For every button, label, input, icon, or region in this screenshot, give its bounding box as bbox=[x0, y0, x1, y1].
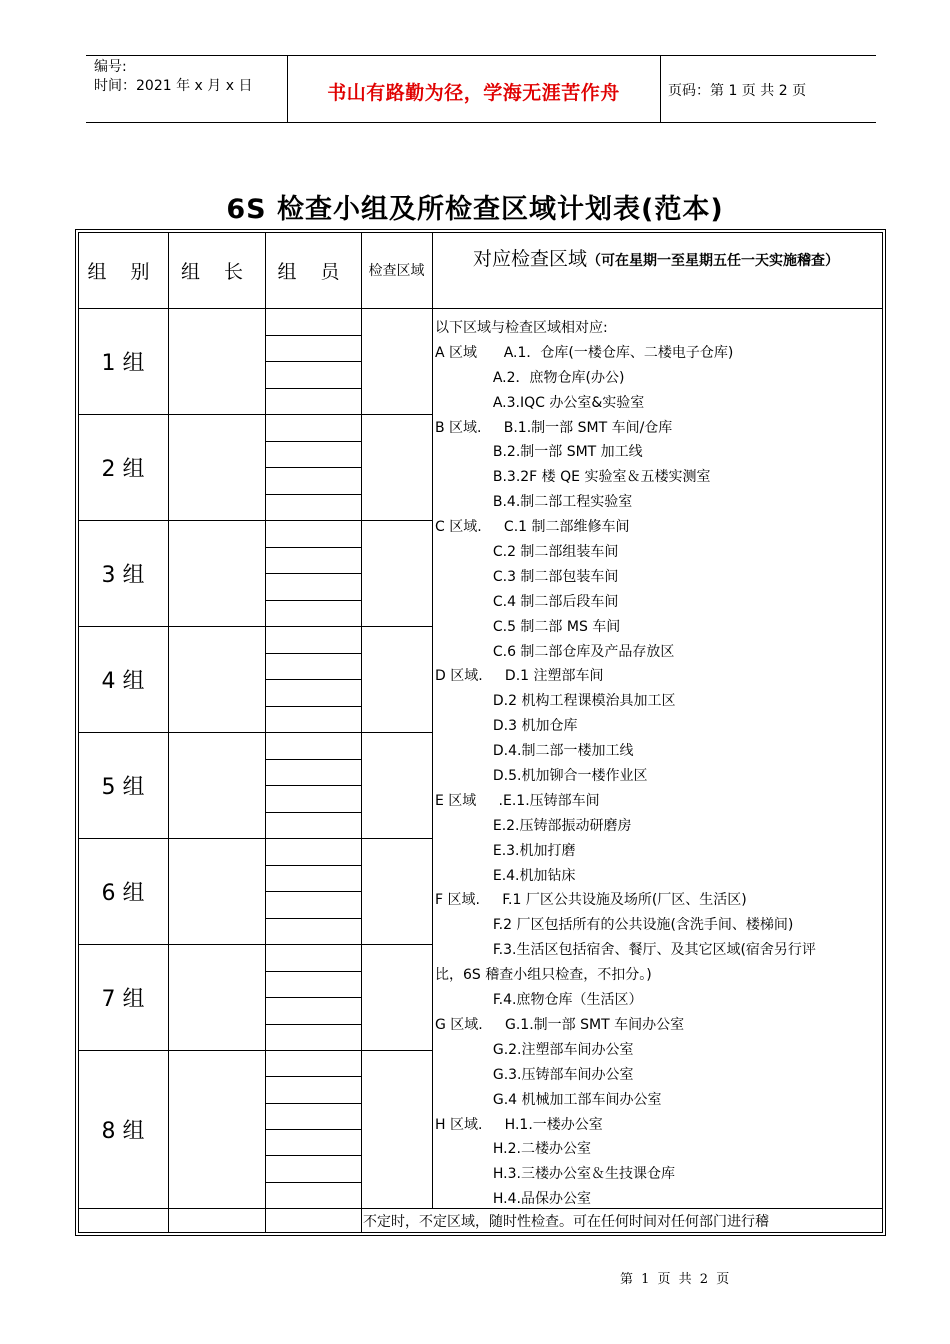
member-slot-rule bbox=[265, 547, 361, 548]
area-line: H.4.品保办公室 bbox=[435, 1191, 591, 1208]
area-line: C 区域. C.1 制二部维修车间 bbox=[435, 519, 630, 536]
header-mapping-title: 对应检查区域 bbox=[472, 248, 587, 270]
group-label: 4 组 bbox=[101, 668, 145, 694]
area-line: D.4.制二部一楼加工线 bbox=[435, 743, 634, 760]
area-line: B.4.制二部工程实验室 bbox=[435, 494, 633, 511]
table-footnote: 不定时，不定区域，随时性检查。可在任何时间对任何部门进行稽 bbox=[363, 1214, 769, 1230]
header-members: 组 员 bbox=[277, 260, 349, 283]
header-divider bbox=[660, 55, 661, 122]
header-bottom-rule bbox=[86, 122, 876, 123]
member-slot-rule bbox=[265, 759, 361, 760]
area-line: F.2 厂区包括所有的公共设施(含洗手间、楼梯间) bbox=[435, 917, 794, 934]
member-slot-rule bbox=[265, 971, 361, 972]
area-line: C.5 制二部 MS 车间 bbox=[435, 618, 621, 635]
member-slot-rule bbox=[265, 441, 361, 442]
area-line: 以下区域与检查区域相对应: bbox=[435, 320, 608, 336]
area-line: E.2.压铸部振动研磨房 bbox=[435, 817, 632, 834]
member-slot-rule bbox=[265, 467, 361, 468]
doc-time-label: 时间：2021 年 x 月 x 日 bbox=[94, 78, 253, 94]
member-slot-rule bbox=[265, 918, 361, 919]
area-line: F 区域. F.1 厂区公共设施及场所(厂区、生活区) bbox=[435, 892, 747, 909]
area-line: A 区域 A.1．仓库(一楼仓库、二楼电子仓库) bbox=[435, 344, 734, 361]
header-mapping-note: （可在星期一至星期五任一天实施稽查） bbox=[587, 253, 839, 269]
area-line: D 区域. D.1 注塑部车间 bbox=[435, 668, 604, 685]
header-motto: 书山有路勤为径，学海无涯苦作舟 bbox=[327, 82, 620, 104]
group-label: 1 组 bbox=[101, 350, 145, 376]
area-line: E.3.机加打磨 bbox=[435, 842, 576, 859]
area-line: C.4 制二部后段车间 bbox=[435, 593, 619, 610]
member-slot-rule bbox=[265, 600, 361, 601]
header-meta bbox=[94, 58, 252, 96]
member-slot-rule bbox=[265, 361, 361, 362]
area-line: G.3.压铸部车间办公室 bbox=[435, 1066, 634, 1083]
area-line: C.6 制二部仓库及产品存放区 bbox=[435, 643, 675, 660]
group-label: 8 组 bbox=[101, 1118, 145, 1144]
area-line: C.2 制二部组装车间 bbox=[435, 544, 619, 561]
header-area: 检查区域 bbox=[368, 263, 425, 279]
area-line: F.4.庶物仓库（生活区） bbox=[435, 992, 643, 1009]
area-line: C.3 制二部包装车间 bbox=[435, 568, 619, 585]
area-line: G.4 机械加工部车间办公室 bbox=[435, 1091, 662, 1108]
header-row-rule bbox=[78, 308, 883, 309]
area-mapping-list bbox=[435, 316, 883, 1212]
member-slot-rule bbox=[265, 1182, 361, 1183]
area-line: B.2.制一部 SMT 加工线 bbox=[435, 444, 643, 461]
area-line: F.3.生活区包括宿舍、餐厅、及其它区域(宿舍另行评 bbox=[435, 942, 816, 959]
member-slot-rule bbox=[265, 891, 361, 892]
member-slot-rule bbox=[265, 706, 361, 707]
member-slot-rule bbox=[265, 1024, 361, 1025]
header-top-rule bbox=[86, 55, 876, 56]
header-leader: 组 长 bbox=[180, 260, 253, 283]
area-line: H 区域. H.1.一楼办公室 bbox=[435, 1116, 603, 1133]
group-label: 6 组 bbox=[101, 880, 145, 906]
member-slot-rule bbox=[265, 1155, 361, 1156]
document-title: 6S 检查小组及所检查区域计划表(范本) bbox=[226, 194, 724, 225]
member-slot-rule bbox=[265, 812, 361, 813]
member-slot-rule bbox=[265, 865, 361, 866]
member-slot-rule bbox=[265, 1076, 361, 1077]
group-label: 3 组 bbox=[101, 562, 145, 588]
area-line: E.4.机加钻床 bbox=[435, 867, 576, 884]
header-mapping bbox=[436, 244, 876, 277]
area-line: B 区域. B.1.制一部 SMT 车间/仓库 bbox=[435, 419, 673, 436]
area-line: D.5.机加铆合一楼作业区 bbox=[435, 768, 648, 785]
page-footer: 第 1 页 共 2 页 bbox=[620, 1272, 732, 1287]
area-line: 比，6S 稽查小组只检查，不扣分。) bbox=[435, 967, 652, 984]
group-label: 2 组 bbox=[101, 456, 145, 482]
member-slot-rule bbox=[265, 653, 361, 654]
group-label: 7 组 bbox=[101, 986, 145, 1012]
group-label: 5 组 bbox=[101, 774, 145, 800]
area-line: D.3 机加仓库 bbox=[435, 718, 578, 735]
header-page-info: 页码：第 1 页 共 2 页 bbox=[668, 83, 807, 99]
member-slot-rule bbox=[265, 1103, 361, 1104]
member-slot-rule bbox=[265, 494, 361, 495]
area-line: H.3.三楼办公室＆生技课仓库 bbox=[435, 1166, 675, 1183]
member-slot-rule bbox=[265, 1129, 361, 1130]
area-line: A.2．庶物仓库(办公) bbox=[435, 369, 625, 386]
column-divider bbox=[432, 232, 433, 1208]
area-line: D.2 机构工程课模治具加工区 bbox=[435, 693, 676, 710]
area-line: A.3.IQC 办公室&实验室 bbox=[435, 394, 645, 411]
area-line: H.2.二楼办公室 bbox=[435, 1141, 591, 1158]
member-slot-rule bbox=[265, 997, 361, 998]
bottom-row-rule bbox=[78, 1208, 883, 1209]
member-slot-rule bbox=[265, 785, 361, 786]
member-slot-rule bbox=[265, 388, 361, 389]
header-group: 组 别 bbox=[87, 260, 159, 283]
area-line: G 区域. G.1.制一部 SMT 车间办公室 bbox=[435, 1016, 685, 1033]
area-line: B.3.2F 楼 QE 实验室＆五楼实测室 bbox=[435, 469, 711, 486]
area-line: G.2.注塑部车间办公室 bbox=[435, 1041, 634, 1058]
member-slot-rule bbox=[265, 573, 361, 574]
member-slot-rule bbox=[265, 335, 361, 336]
member-slot-rule bbox=[265, 679, 361, 680]
doc-number-label: 编号: bbox=[94, 59, 127, 75]
area-line: E 区域 .E.1.压铸部车间 bbox=[435, 792, 600, 809]
